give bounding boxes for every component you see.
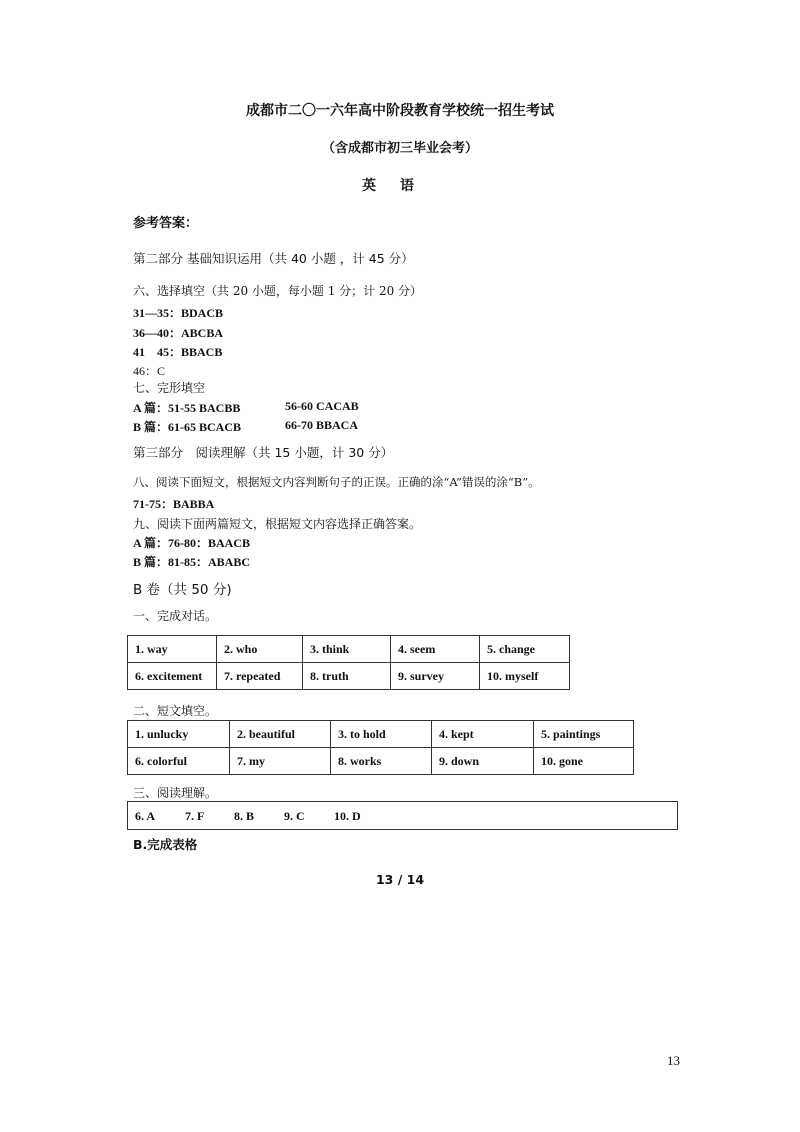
section7-heading: 七、完形填空 xyxy=(133,381,206,395)
section9-b: B 篇：81-85：ABABC xyxy=(133,555,251,569)
table-cell: 9. survey xyxy=(391,663,480,690)
reading-answer: 10. D xyxy=(334,809,361,823)
section8-heading: 八、阅读下面短文，根据短文内容判断句子的正误。正确的涂“A”错误的涂“B”。 xyxy=(133,475,540,489)
reading-answer: 7. F xyxy=(185,809,205,823)
part2-heading: 第二部分 基础知识运用（共 40 小题 ，计 45 分） xyxy=(133,251,414,266)
reading-answer: 6. A xyxy=(135,809,156,823)
answer-line-41-45: 41 45：BBACB xyxy=(133,345,223,359)
subject-title: 英语 xyxy=(362,178,438,194)
section8-answer: 71-75：BABBA xyxy=(133,497,215,511)
dialogue-answer-table xyxy=(127,635,570,690)
table-cell: 7. repeated xyxy=(217,663,303,690)
complete-table-task: B.完成表格 xyxy=(133,837,198,852)
table-cell: 10. myself xyxy=(480,663,570,690)
table-cell: 3. to hold xyxy=(331,721,432,748)
section9-heading: 九、阅读下面两篇短文，根据短文内容选择正确答案。 xyxy=(133,517,422,531)
partB-heading: B 卷（共 50 分) xyxy=(133,582,232,598)
table-cell: 4. kept xyxy=(432,721,534,748)
table-cell: 4. seem xyxy=(391,636,480,663)
table-cell: 7. my xyxy=(230,748,331,775)
answer-line-36-40: 36—40：ABCBA xyxy=(133,326,224,340)
table-cell: 2. beautiful xyxy=(230,721,331,748)
table-row xyxy=(128,663,570,690)
sec2-heading: 二、短文填空。 xyxy=(133,704,218,718)
table-cell: 10. gone xyxy=(534,748,634,775)
cloze-a-second: 56-60 CACAB xyxy=(285,399,359,413)
table-cell: 5. change xyxy=(480,636,570,663)
answer-line-46: 46：C xyxy=(133,364,166,378)
table-cell: 6. excitement xyxy=(128,663,217,690)
page-number: 13 xyxy=(667,1053,680,1068)
cloze-b-second: 66-70 BBACA xyxy=(285,418,359,432)
table-cell: 3. think xyxy=(303,636,391,663)
reading-answer-box xyxy=(127,801,678,830)
section9-a: A 篇：76-80：BAACB xyxy=(133,536,251,550)
table-row xyxy=(128,748,634,775)
table-cell: 1. way xyxy=(128,636,217,663)
exam-subtitle: （含成都市初三毕业会考） xyxy=(321,141,478,156)
page-of-indicator: 13 / 14 xyxy=(375,872,425,887)
table-row xyxy=(128,721,634,748)
table-cell: 2. who xyxy=(217,636,303,663)
table-cell: 1. unlucky xyxy=(128,721,230,748)
table-cell: 9. down xyxy=(432,748,534,775)
table-cell: 8. works xyxy=(331,748,432,775)
answer-line-31-35: 31—35：BDACB xyxy=(133,306,224,320)
table-row xyxy=(128,636,570,663)
table-cell: 5. paintings xyxy=(534,721,634,748)
exam-title: 成都市二〇一六年高中阶段教育学校统一招生考试 xyxy=(246,103,554,119)
part3-heading: 第三部分 阅读理解（共 15 小题，计 30 分） xyxy=(133,445,394,460)
table-cell: 6. colorful xyxy=(128,748,230,775)
sec3-heading: 三、阅读理解。 xyxy=(133,786,218,800)
cloze-b-first: B 篇：61-65 BCACB xyxy=(133,420,242,434)
reading-answer: 8. B xyxy=(234,809,255,823)
fill-blank-answer-table xyxy=(127,720,634,775)
reading-answer: 9. C xyxy=(284,809,305,823)
answers-label: 参考答案： xyxy=(133,216,199,231)
section6-heading: 六、选择填空（共 20 小题，每小题 1 分；计 20 分） xyxy=(133,284,423,298)
cloze-a-first: A 篇：51-55 BACBB xyxy=(133,401,241,415)
sec1-heading: 一、完成对话。 xyxy=(133,609,218,623)
table-cell: 8. truth xyxy=(303,663,391,690)
